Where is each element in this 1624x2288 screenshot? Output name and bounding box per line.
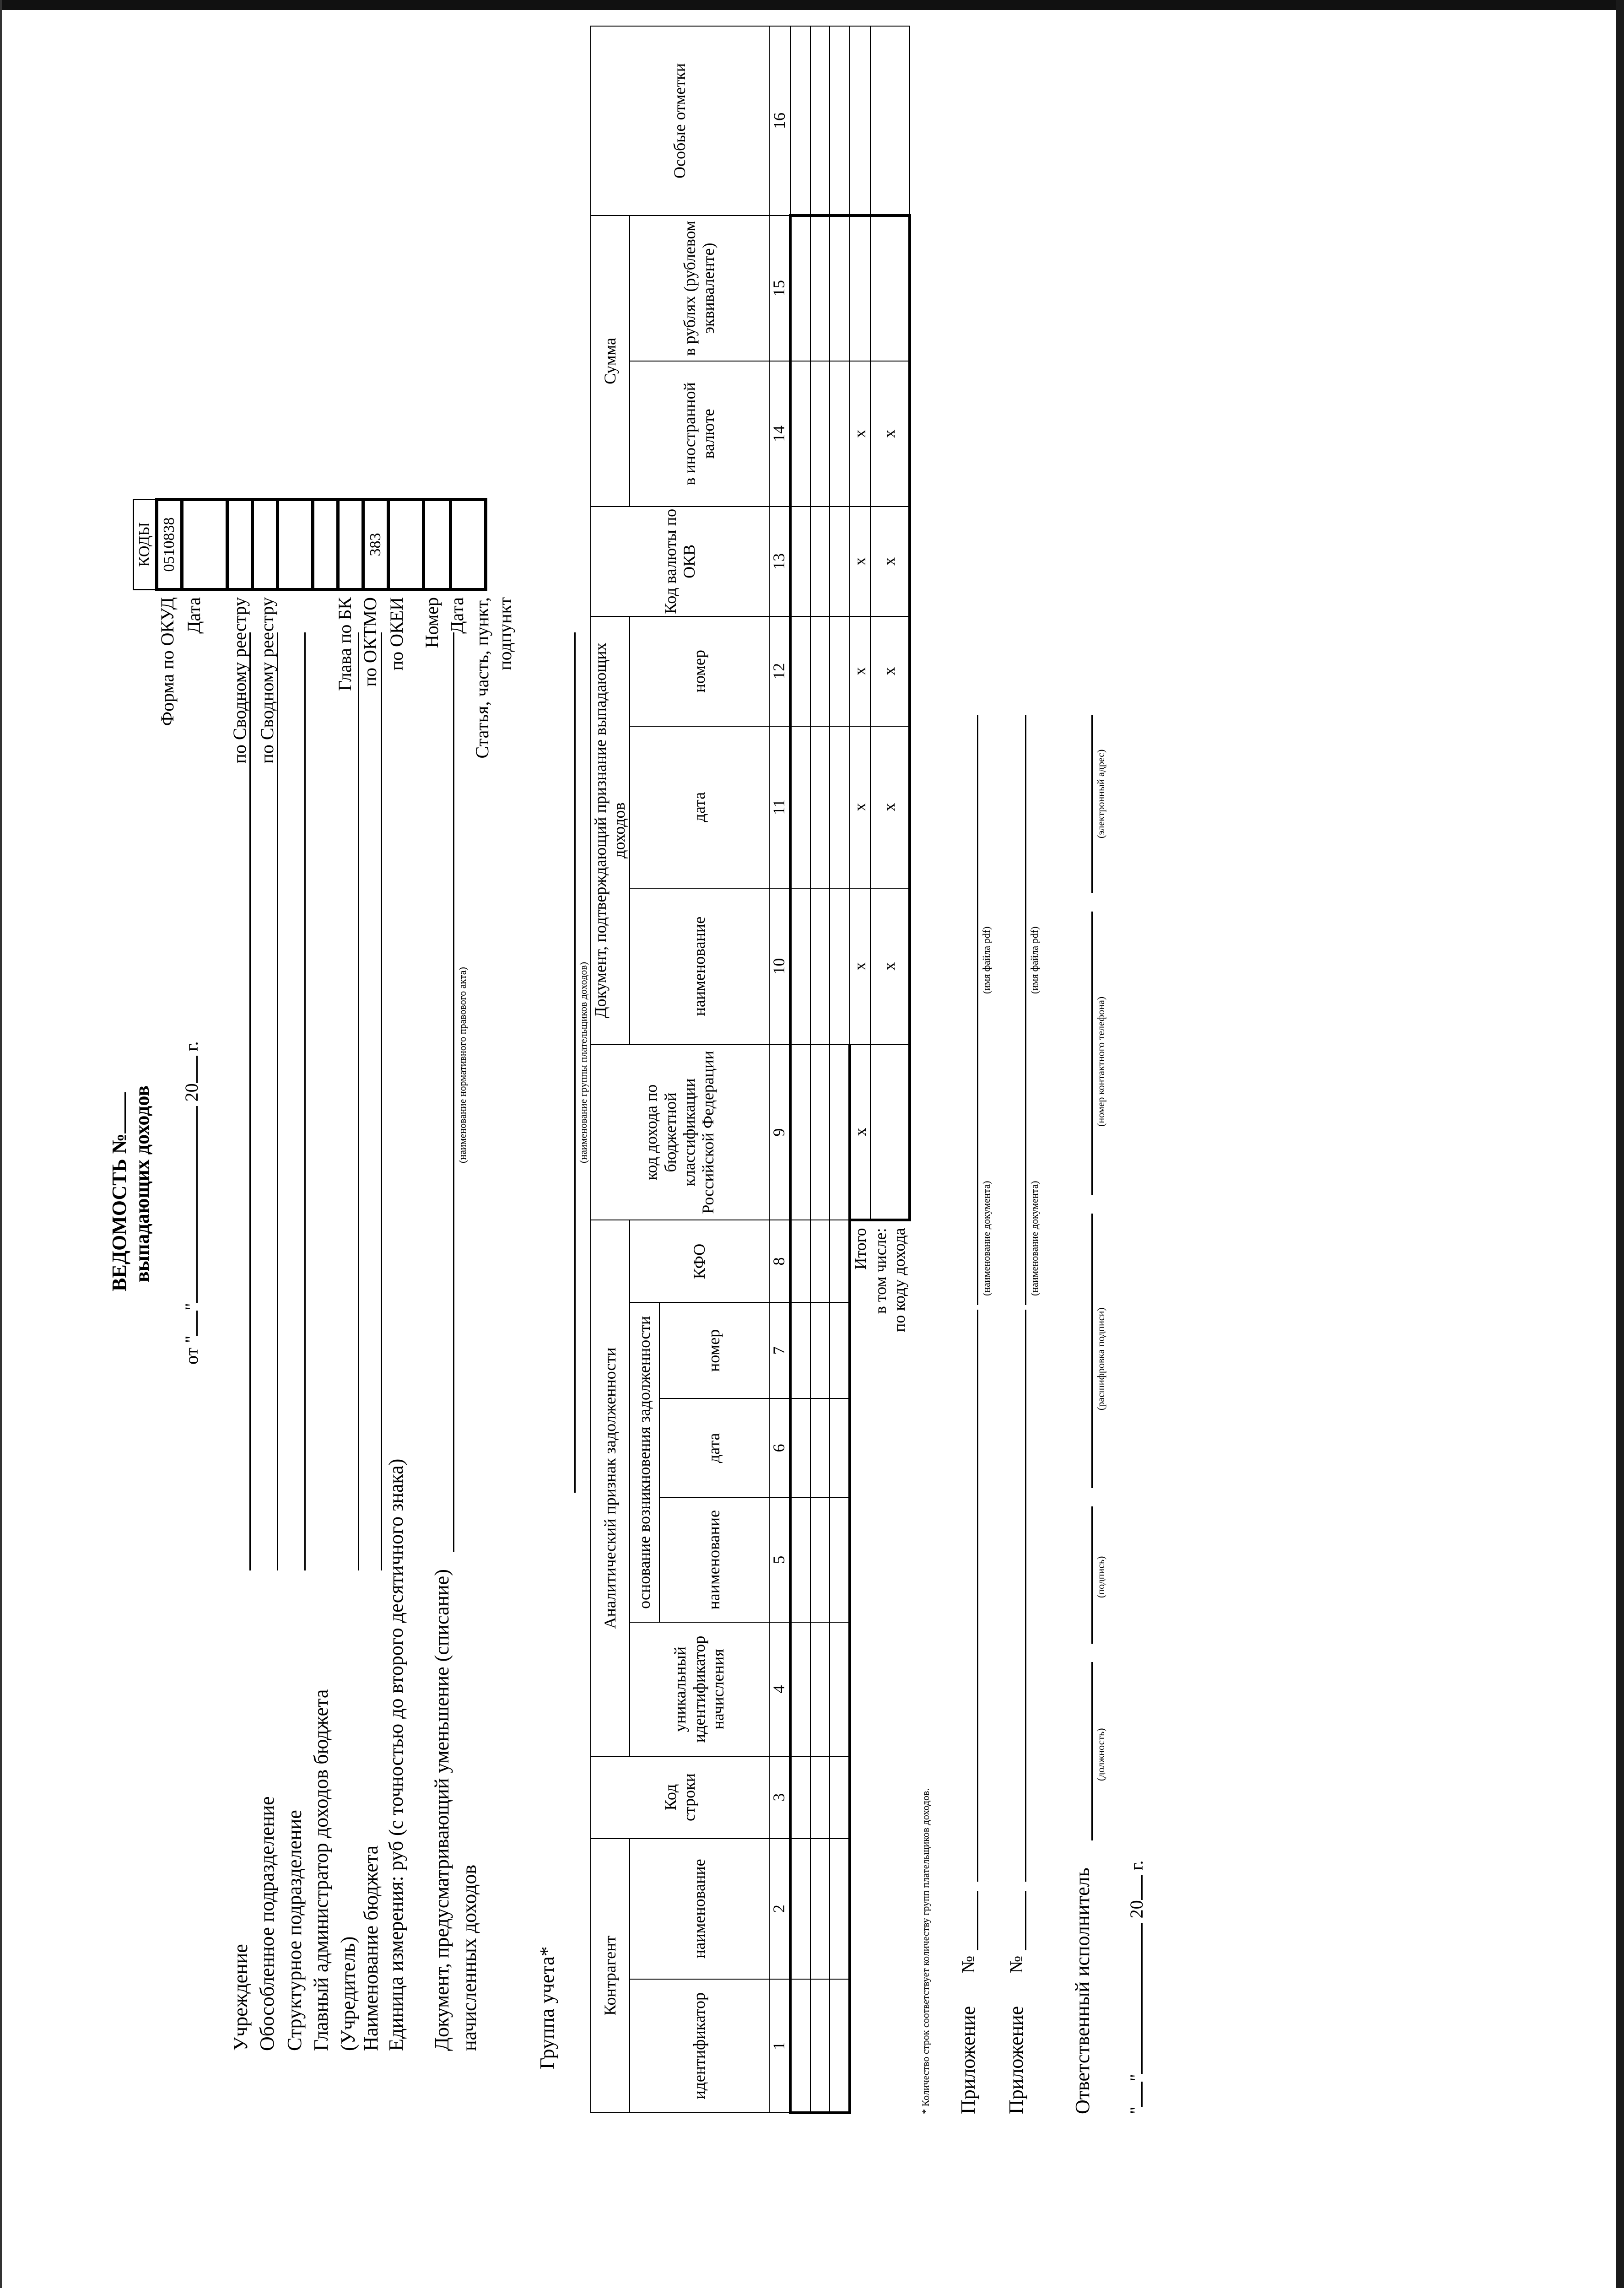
form-title: ВЕДОМОСТЬ № — [108, 1092, 131, 1291]
head-doc-name: наименование — [630, 888, 769, 1045]
code-okei[interactable]: 383 — [363, 500, 388, 590]
sign-caption: (подпись) — [1095, 1556, 1106, 1598]
col-number: 14 — [769, 361, 790, 507]
cell[interactable] — [830, 1220, 850, 1302]
phone-caption: (номер контактного телефона) — [1095, 996, 1106, 1127]
cell[interactable] — [790, 1497, 810, 1622]
attachment-2-file-line[interactable] — [1025, 715, 1026, 1305]
field-chief-admin: Главный администратор доходов бюджета — [310, 1689, 332, 2051]
phone-line[interactable] — [1091, 912, 1093, 1195]
code-article[interactable] — [451, 500, 486, 590]
cell[interactable] — [810, 888, 830, 1045]
field-institution: Учреждение — [229, 1944, 252, 2051]
code-date[interactable] — [182, 500, 227, 590]
attachment-2-number-line[interactable] — [1025, 1891, 1026, 1950]
attachment-2-doc-caption: (наименование документа) — [1029, 1181, 1040, 1296]
document-caption: (наименование нормативного правового акта) — [457, 967, 468, 1163]
head-doc-number: номер — [630, 616, 769, 726]
head-kfo: КФО — [630, 1220, 769, 1302]
cell[interactable] — [810, 361, 830, 507]
cell[interactable] — [810, 1302, 830, 1398]
group-line[interactable] — [574, 632, 576, 1493]
x-mark: x — [850, 507, 870, 616]
col-number: 2 — [769, 1839, 790, 1979]
head-doc: Документ, подтверждающий признание выпадающих доходов — [591, 616, 630, 1045]
footnote: * Количество строк соответствует количеству групп плательщиков доходов. — [920, 1788, 931, 2114]
code-number[interactable] — [388, 500, 424, 590]
cell[interactable] — [790, 1220, 810, 1302]
cell[interactable] — [830, 1622, 850, 1756]
email-line[interactable] — [1091, 715, 1093, 893]
cell[interactable] — [810, 1497, 830, 1622]
head-notes: Особые отметки — [591, 26, 769, 216]
codes-label-doc-date: Дата — [447, 597, 467, 634]
cell[interactable] — [830, 1398, 850, 1497]
cell[interactable] — [790, 1398, 810, 1497]
decode-line[interactable] — [1091, 1214, 1093, 1488]
x-mark: x — [870, 507, 910, 616]
x-mark: x — [850, 1045, 870, 1220]
chief-admin-line[interactable] — [358, 632, 359, 1570]
col-number: 11 — [769, 726, 790, 888]
structural-division-line[interactable] — [304, 632, 306, 1570]
x-mark: x — [850, 616, 870, 726]
cell[interactable] — [810, 1756, 830, 1839]
head-basis-name: наименование — [659, 1497, 769, 1622]
cell[interactable] — [810, 1398, 830, 1497]
cell[interactable] — [830, 507, 850, 616]
executor-label: Ответственный исполнитель — [1071, 1867, 1094, 2114]
cell[interactable] — [810, 1979, 830, 2113]
separate-division-line[interactable] — [277, 632, 278, 1570]
col-number: 5 — [769, 1497, 790, 1622]
head-sum: Сумма — [591, 216, 630, 507]
cell[interactable] — [810, 507, 830, 616]
table-row — [810, 26, 830, 2113]
codes-label-okud: Форма по ОКУД — [157, 597, 178, 726]
field-founder: (Учредитель) — [337, 1936, 359, 2051]
head-sum-rub: в рублях (рублевом эквиваленте) — [630, 216, 769, 361]
col-number: 3 — [769, 1756, 790, 1839]
cell[interactable] — [810, 1622, 830, 1756]
codes-label-okei: по ОКЕИ — [386, 597, 407, 671]
attachment-1-doc-caption: (наименование документа) — [981, 1181, 992, 1296]
cell[interactable] — [830, 616, 850, 726]
cell[interactable] — [830, 361, 850, 507]
table-row — [830, 26, 850, 2113]
head-analytic: Аналитический признак задолженности — [591, 1220, 630, 1756]
attachment-2-label: Приложение — [1005, 2006, 1027, 2114]
cell[interactable] — [810, 726, 830, 888]
code-oktmo[interactable] — [338, 500, 363, 590]
col-number: 13 — [769, 507, 790, 616]
col-number: 4 — [769, 1622, 790, 1756]
field-separate-division: Обособленное подразделение — [256, 1796, 278, 2051]
attachment-1-doc-line[interactable] — [977, 1310, 978, 1882]
cell[interactable] — [850, 216, 870, 361]
cell[interactable] — [850, 26, 870, 216]
cell[interactable] — [830, 726, 850, 888]
field-document-line1: Документ, предусматривающий уменьшение (списание) — [431, 1569, 453, 2051]
attachment-1-file-line[interactable] — [977, 715, 978, 1305]
cell[interactable] — [830, 1979, 850, 2113]
attachment-1-no: № — [958, 1955, 978, 1973]
cell[interactable] — [870, 1045, 910, 1220]
code-bk[interactable] — [313, 500, 338, 590]
head-identifier: идентификатор — [630, 1979, 769, 2113]
position-line[interactable] — [1091, 1662, 1093, 1840]
attachment-1-number-line[interactable] — [977, 1891, 978, 1950]
codes-table — [133, 498, 487, 591]
col-number: 7 — [769, 1302, 790, 1398]
cell[interactable] — [810, 1045, 830, 1220]
cell[interactable] — [830, 1756, 850, 1839]
col-number: 8 — [769, 1220, 790, 1302]
codes-header: КОДЫ — [134, 500, 157, 590]
x-mark: x — [870, 726, 910, 888]
attachment-2-no: № — [1006, 1955, 1026, 1973]
code-registry-1[interactable] — [227, 500, 253, 590]
codes-label-article: Статья, часть, пункт, — [472, 597, 492, 759]
total-label: Итого — [851, 1228, 870, 1270]
head-currency-code: Код валюты по ОКВ — [591, 507, 769, 616]
cell[interactable] — [870, 26, 910, 216]
cell[interactable] — [790, 1302, 810, 1398]
code-blank[interactable] — [278, 500, 313, 590]
col-number: 9 — [769, 1045, 790, 1220]
cell[interactable] — [830, 216, 850, 361]
cell[interactable] — [810, 26, 830, 216]
including-text: в том числе: — [871, 1228, 890, 1314]
attachment-2-doc-line[interactable] — [1025, 1310, 1026, 1882]
code-okud[interactable]: 0510838 — [157, 500, 182, 590]
head-basis: основание возникновения задолженности — [630, 1302, 659, 1622]
codes-label-registry-2: по Сводному реестру — [257, 597, 277, 764]
codes-label-oktmo: по ОКТМО — [360, 597, 380, 687]
col-number: 16 — [769, 26, 790, 216]
date-line: от "" 20 г. — [181, 1041, 202, 1365]
cell[interactable] — [790, 26, 810, 216]
head-income-code: код дохода по бюджетной классификации Российской Федерации — [591, 1045, 769, 1220]
cell[interactable] — [810, 1220, 830, 1302]
by-income-code-text: по коду дохода — [890, 1228, 909, 1332]
cell[interactable] — [790, 216, 810, 361]
cell[interactable] — [790, 616, 810, 726]
cell[interactable] — [790, 1622, 810, 1756]
cell[interactable] — [790, 888, 810, 1045]
codes-label-registry-1: по Сводному реестру — [229, 597, 250, 764]
x-mark: x — [870, 888, 910, 1045]
x-mark: x — [870, 616, 910, 726]
cell[interactable] — [790, 726, 810, 888]
code-doc-date[interactable] — [424, 500, 451, 590]
head-doc-date: дата — [630, 726, 769, 888]
head-counterparty: Контрагент — [591, 1839, 630, 2113]
cell[interactable] — [790, 1045, 810, 1220]
code-registry-2[interactable] — [253, 500, 278, 590]
codes-label-bk: Глава по БК — [335, 597, 355, 691]
cell[interactable] — [830, 888, 850, 1045]
field-document-line2: начисленных доходов — [458, 1864, 480, 2051]
field-group: Группа учета* — [536, 1946, 558, 2069]
col-number: 1 — [769, 1979, 790, 2113]
cell[interactable] — [790, 507, 810, 616]
attachment-1-label: Приложение — [957, 2006, 979, 2114]
cell[interactable] — [810, 1839, 830, 1979]
cell[interactable] — [790, 1756, 810, 1839]
x-mark: x — [850, 726, 870, 888]
head-uid: уникальный идентификатор начисления — [630, 1622, 769, 1756]
x-mark: x — [850, 888, 870, 1045]
col-number: 12 — [769, 616, 790, 726]
signature-date: "" 20 г. — [1126, 1860, 1147, 2114]
cell[interactable] — [830, 26, 850, 216]
attachment-2-file-caption: (имя файла pdf) — [1029, 926, 1040, 994]
head-basis-number: номер — [659, 1302, 769, 1398]
cell[interactable] — [790, 1979, 810, 2113]
codes-label-number: Номер — [421, 597, 442, 648]
cell[interactable] — [830, 1045, 850, 1220]
total-row — [850, 26, 870, 2113]
col-number: 15 — [769, 216, 790, 361]
head-sum-foreign: в иностранной валюте — [630, 361, 769, 507]
including-label — [870, 1220, 910, 2113]
field-unit: Единица измерения: руб (с точностью до второго десятичного знака) — [385, 1458, 407, 2051]
main-table — [590, 26, 911, 2114]
decode-caption: (расшифровка подписи) — [1095, 1307, 1106, 1410]
position-caption: (должность) — [1095, 1728, 1106, 1781]
cell[interactable] — [790, 361, 810, 507]
cell[interactable] — [810, 616, 830, 726]
codes-label-date: Дата — [183, 597, 204, 634]
table-row — [790, 26, 810, 2113]
col-number: 6 — [769, 1398, 790, 1497]
including-row — [870, 26, 910, 2113]
cell[interactable] — [830, 1302, 850, 1398]
cell[interactable] — [830, 1839, 850, 1979]
codes-label-subpoint: подпункт — [495, 597, 515, 670]
cell[interactable] — [870, 216, 910, 361]
x-mark: x — [850, 361, 870, 507]
field-structural-division: Структурное подразделение — [283, 1810, 306, 2051]
attachment-1-file-caption: (имя файла pdf) — [981, 926, 992, 994]
form-subtitle: выпадающих доходов — [131, 1085, 153, 1282]
head-line-code: Код строки — [591, 1756, 769, 1839]
x-mark: x — [870, 361, 910, 507]
sign-line[interactable] — [1091, 1506, 1093, 1644]
col-number: 10 — [769, 888, 790, 1045]
email-caption: (электронный адрес) — [1095, 749, 1106, 838]
cell[interactable] — [830, 1497, 850, 1622]
institution-line[interactable] — [249, 632, 251, 1570]
field-budget-name: Наименование бюджета — [360, 1845, 382, 2051]
document-line[interactable] — [453, 632, 454, 1552]
budget-name-line[interactable] — [381, 632, 382, 1570]
cell[interactable] — [790, 1839, 810, 1979]
cell[interactable] — [810, 216, 830, 361]
head-name: наименование — [630, 1839, 769, 1979]
group-caption: (наименование группы плательщиков доходов) — [577, 962, 589, 1163]
head-basis-date: дата — [659, 1398, 769, 1497]
